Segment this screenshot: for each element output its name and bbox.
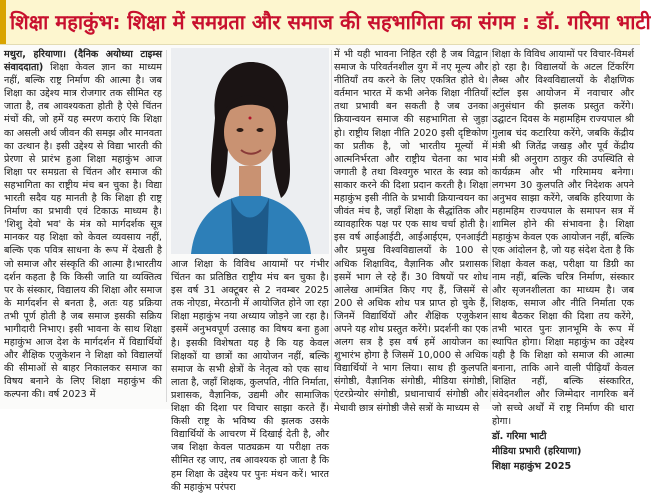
headline-bar	[0, 0, 651, 45]
column-4-text: शिक्षा के विविध आयामों पर विचार-विमर्श हो रहा है। विद्यालयों के अटल टिंकरिंग लैब्स और विश्वविद्यालयों के शैक्षणिक स्टॉल इस आयोजन में नवाचार और अनुसंधान की झलक प्रस्तुत करेंगे। उद्घाटन दिवस के महामहिम राज्यपाल श्री गुलाब चंद कटारिया करेंगे, जबकि केंद्रीय मंत्री श्री जितेंद्र जखड़ और पूर्व केंद्रीय मंत्री श्री अनुराग ठाकुर की उपस्थिति से कार्यक्रम और भी गरिमामय बनेगा। लगभग 30 कुलपति और निदेशक अपने अनुभव साझा करेंगे, जबकि हरियाणा के महामहिम राज्यपाल के समापन सत्र में शामिल होने की संभावना है। शिक्षा महाकुंभ केवल एक आयोजन नहीं, बल्कि एक आंदोलन है, जो यह संदेश देता है कि शिक्षा केवल कक्ष, परीक्षा या डिग्री का नाम नहीं, बल्कि चरित्र निर्माण, संस्कार और सृजनशीलता का माध्यम है। जब शिक्षक, समाज और नीति निर्माता एक साथ बैठकर शिक्षा की दिशा तय करेंगे, तभी भारत पुनः ज्ञानभूमि के रूप में स्थापित होगा। शिक्षा महाकुंभ का उद्देश्य यही है कि शिक्षा को समाज की आत्मा बनाना, ताकि आने वाली पीढ़ियाँ केवल शिक्षित नहीं, बल्कि संस्कारित, संवेदनशील और जिम्मेदार नागरिक बनें जो सच्चे अर्थों में राष्ट्र निर्माण की धारा होगा।	[492, 49, 634, 427]
article-dateline: मथुरा, हरियाणा। (दैनिक अयोध्या टाइम्स संवाददाता)	[4, 49, 162, 74]
column-rule	[331, 50, 332, 402]
column-3-text: में भी यही भावना निहित रही है जब विद्वान समाज के परिवर्तनशील युग में नए मूल्य और नीतियाँ तय करने के लिए एकत्रित होते थे। वर्तमान भारत में कभी अनेक शिक्षा नीतियाँ तथा प्रभावी बन सकती है जब उनका क्रियान्वयन समाज की सहभागिता से जुड़ा हो। राष्ट्रीय शिक्षा नीति 2020 इसी दृष्टिकोण का प्रतीक है, जो भारतीय मूल्यों में आत्मनिर्भरता और राष्ट्रीय चेतना का भाव जगाती है तथा विश्वगुरु भारत के स्वप्न को साकार करने की दिशा प्रदान करती है। शिक्षा महाकुंभ इसी नीति के प्रभावी क्रियान्वयन का जीवंत मंच है, जहाँ शिक्षा के सैद्धांतिक और व्यावहारिक पक्ष पर एक साथ चर्चा होती है। इस वर्ष आईआईटी, आईआईएम, एनआईटी और प्रमुख विश्वविद्यालयों के 100 से अधिक शिक्षाविद, वैज्ञानिक और प्रशासक इसमें भाग ले रहे हैं। 30 विषयों पर शोध आलेख आमंत्रित किए गए हैं, जिसमें से 200 से अधिक शोध पत्र प्राप्त हो चुके हैं, जिनमें विद्यार्थियों और शैक्षिक एजुकेशन अपने यह शोध प्रस्तुत करेंगे। प्रदर्शनी का एक अलग सत्र है इस वर्ष हमें आयोजन का शुभारंभ होगा है जिसमें 10,000 से अधिक विद्यार्थियों ने भाग लिया। साथ ही कुलपति संगोष्ठी, वैज्ञानिक संगोष्ठी, मीडिया संगोष्ठी, एंटरप्रेन्योर संगोष्ठी, प्रधानाचार्य संगोष्ठी और मेधावी छात्र संगोष्ठी जैसे सत्रों के माध्यम से	[334, 49, 488, 414]
author-portrait-icon	[171, 48, 329, 254]
column-rule	[166, 50, 167, 402]
author-photo	[171, 48, 329, 254]
headline-accent	[0, 0, 6, 44]
author-signature-name: डॉ. गरिमा भाटी	[492, 430, 547, 442]
article-column-2	[171, 258, 329, 493]
author-signature-role: मीडिया प्रभारी (हरियाणा)	[492, 445, 582, 457]
column-2-text: आज शिक्षा के विविध आयामों पर गंभीर चिंतन का प्रतिष्ठित राष्ट्रीय मंच बन चुका है। इस वर्ष 31 अक्टूबर से 2 नवम्बर 2025 तक नोएडा, मेरठानी में आयोजित होने जा रहा शिक्षा महाकुंभ नया अध्याय जोड़ने जा रहा है। इसमें अनुभवपूर्ण उत्साह का विषय बना हुआ है। इसकी विशेषता यह है कि यह केवल शिक्षकों या छात्रों का आयोजन नहीं, बल्कि समाज के सभी क्षेत्रों के नेतृत्व को एक साथ लाता है, जहाँ शिक्षक, कुलपति, नीति निर्माता, प्रशासक, वैज्ञानिक, उद्यमी और सामाजिक शिक्षा की दिशा पर विचार साझा करते हैं। किसी राष्ट्र के भविष्य की झलक उसके विद्यार्थियों के आचरण में दिखाई देती है, और जब शिक्षा केवल पाठ्यक्रम या परीक्षा तक सीमित रह जाए, तब आवश्यक हो जाता है कि हम शिक्षा के उद्देश्य पर पुनः मंथन करें। भारत की महाकुंभ परंपरा	[171, 259, 329, 493]
article-headline: शिक्षा महाकुंभ: शिक्षा में समग्रता और समाज की सहभागिता का संगम : डॉ. गरिमा भाटी	[10, 10, 651, 34]
column-rule	[490, 50, 491, 402]
column-1-text: शिक्षा केवल ज्ञान का माध्यम नहीं, बल्कि राष्ट्र निर्माण की आत्मा है। जब शिक्षा का उद्देश्य मात्र रोजगार तक सीमित रह जाता है, तब आवश्यकता होती है ऐसे चिंतन मंचों की, जो हमें यह स्मरण कराएं कि शिक्षा का असली अर्थ जीवन की समझ और मानवता का उत्थान है। इसी उद्देश्य से विद्या भारती की प्रेरणा से प्रारंभ हुआ शिक्षा महाकुंभ आज शिक्षा पर समग्रता से चिंतन और समाज की सहभागिता का राष्ट्रीय मंच बन चुका है। विद्या भारती सदैव यह मानती है कि शिक्षा ही राष्ट्र निर्माण का प्रभावी एवं टिकाऊ माध्यम है। 'शिशु देवो भव' के मंत्र को मार्गदर्शक सूत्र मानकर यह शिक्षा को केवल व्यवसाय नहीं, बल्कि एक पवित्र साधना के रूप में देखती है जो समाज और संस्कृति की आत्मा है।भारतीय दर्शन कहता है कि किसी जाति या व्यक्तित्व पर के संस्कार, विद्यालय की शिक्षा और समाज के मार्गदर्शन से बनता है, अतः यह प्रक्रिया तभी पूर्ण होती है जब समाज इसकी सक्रिय भागीदारी निभाए। इसी भावना के साथ शिक्षा महाकुंभ आज देश के मार्गदर्शन में विद्यार्थियों और शैक्षिक एजुकेशन ने शिक्षा को विद्यालयों की सीमाओं से बाहर निकालकर समाज का विषय बनाने के लिए शिक्षा महाकुंभ की कल्पना की। वर्ष 2023 में	[4, 62, 162, 401]
article-column-1	[4, 48, 162, 406]
article-column-3	[334, 48, 488, 414]
article-column-4	[492, 48, 634, 472]
author-signature-event: शिक्षा महाकुंभ 2025	[492, 460, 572, 472]
